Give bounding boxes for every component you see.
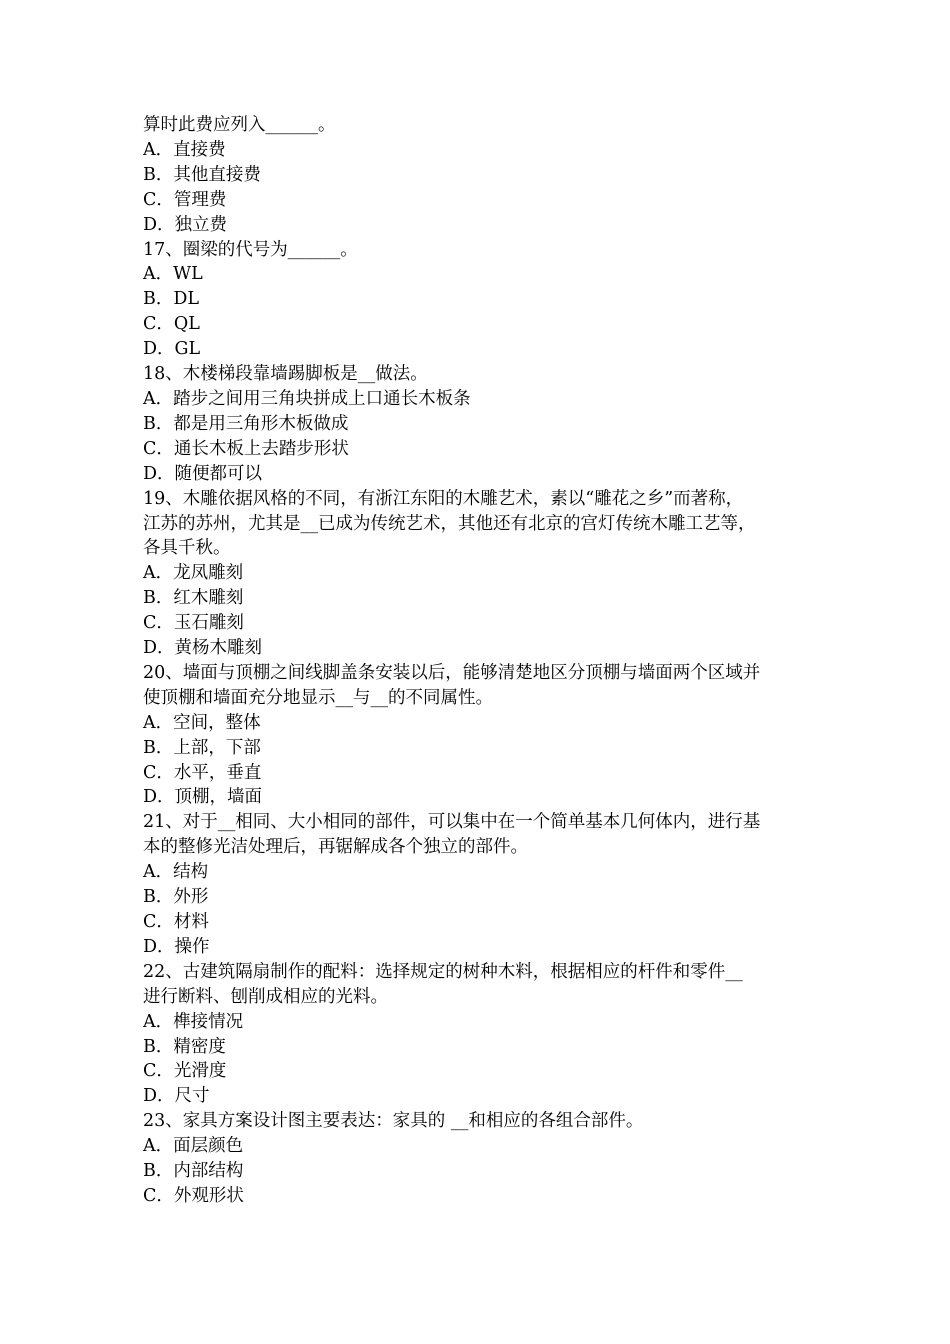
q23-option-a: A．面层颜色 (143, 1136, 244, 1157)
q20-option-c: C．水平，垂直 (143, 762, 262, 783)
question-21-stem-line-2: 本的整修光洁处理后，再锯解成各个独立的部件。 (143, 837, 528, 858)
q21-option-d: D．操作 (143, 936, 210, 957)
question-16-stem-continued: 算时此费应列入______。 (143, 115, 336, 135)
q18-option-a: A．踏步之间用三角块拼成上口通长木板条 (143, 388, 471, 409)
question-22-stem-line-2: 进行断料、刨削成相应的光料。 (143, 986, 388, 1007)
q20-option-d: D．顶棚，墙面 (143, 787, 263, 808)
q22-option-d: D．尺寸 (143, 1086, 210, 1107)
q16-option-a: A．直接费 (143, 139, 226, 160)
q20-option-b: B．上部，下部 (143, 737, 261, 758)
q17-option-c: C．QL (143, 314, 200, 335)
question-22-stem-line-1: 22、古建筑隔扇制作的配料：选择规定的树种木料，根据相应的杆件和零件__ (143, 961, 743, 982)
document-page (143, 113, 815, 1209)
q17-option-d: D．GL (143, 339, 201, 360)
q21-option-a: A．结构 (143, 862, 209, 883)
q22-option-b: B．精密度 (143, 1036, 226, 1057)
question-20-stem-line-1: 20、墙面与顶棚之间线脚盖条安装以后，能够清楚地区分顶棚与墙面两个区域并 (143, 662, 761, 683)
q16-option-c: C．管理费 (143, 189, 227, 210)
q17-option-a: A．WL (143, 264, 203, 285)
q18-option-b: B．都是用三角形木板做成 (143, 413, 349, 434)
q22-option-a: A．榫接情况 (143, 1011, 244, 1032)
question-17-stem: 17、圈梁的代号为______。 (143, 239, 358, 260)
q19-option-c: C．玉石雕刻 (143, 613, 244, 634)
question-20-stem-line-2: 使顶棚和墙面充分地显示__与__的不同属性。 (143, 687, 493, 708)
q19-option-d: D．黄杨木雕刻 (143, 638, 263, 659)
q19-option-b: B．红木雕刻 (143, 588, 244, 609)
q21-option-b: B．外形 (143, 887, 209, 908)
q22-option-c: C．光滑度 (143, 1061, 227, 1082)
question-18-stem: 18、木楼梯段靠墙踢脚板是__做法。 (143, 364, 428, 385)
q21-option-c: C．材料 (143, 912, 209, 932)
q18-option-d: D．随便都可以 (143, 463, 263, 484)
question-19-stem-line-3: 各具千秋。 (143, 538, 231, 559)
q16-option-b: B．其他直接费 (143, 164, 261, 185)
q20-option-a: A．空间，整体 (143, 712, 261, 733)
q16-option-d: D．独立费 (143, 214, 228, 235)
q23-option-c: C．外观形状 (143, 1185, 244, 1206)
question-19-stem-line-1: 19、木雕依据风格的不同，有浙江东阳的木雕艺术，素以“雕花之乡”而著称， (143, 488, 744, 509)
q19-option-a: A．龙凤雕刻 (143, 563, 244, 584)
q18-option-c: C．通长木板上去踏步形状 (143, 438, 349, 459)
question-23-stem: 23、家具方案设计图主要表达：家具的 __和相应的各组合部件。 (143, 1111, 644, 1132)
question-21-stem-line-1: 21、对于__相同、大小相同的部件，可以集中在一个简单基本几何体内，进行基 (143, 812, 761, 833)
q23-option-b: B．内部结构 (143, 1161, 244, 1182)
q17-option-b: B．DL (143, 289, 200, 310)
question-19-stem-line-2: 江苏的苏州，尤其是__已成为传统艺术，其他还有北京的宫灯传统木雕工艺等， (143, 513, 756, 534)
